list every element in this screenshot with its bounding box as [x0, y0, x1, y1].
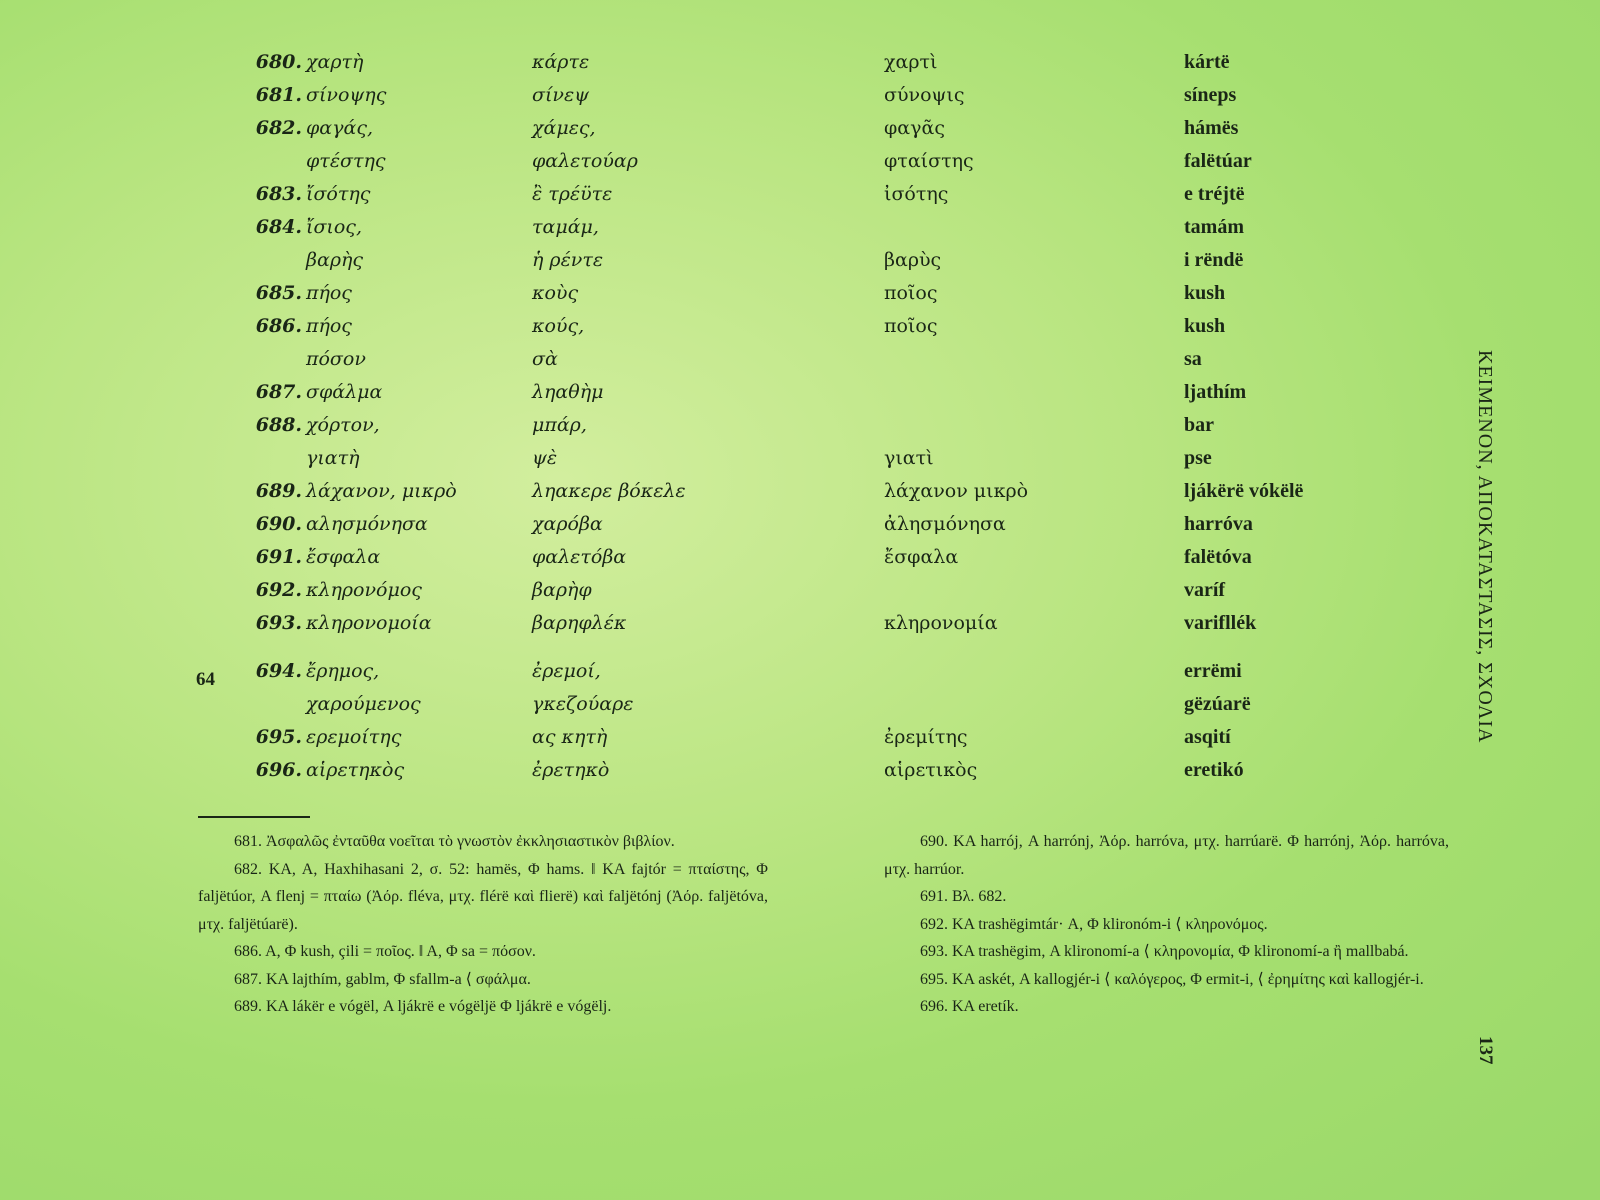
greek-word: πόσον	[306, 348, 366, 370]
modern-greek-word: φταίστης	[884, 150, 974, 172]
albanian-word: pse	[1184, 447, 1212, 469]
arvanitika-word: ἐρεμοί,	[532, 660, 601, 682]
albanian-word: e tréjtë	[1184, 183, 1245, 205]
arvanitika-word: χαρόβα	[532, 513, 603, 535]
footnote: 690. ΚΑ harrój, Α harrónj, Ἀόρ. harróva, μτχ. harrúarë. Φ harrónj, Ἀόρ. harróva, μτχ. harrúor.	[884, 833, 1449, 878]
greek-word: φτέστης	[306, 150, 386, 172]
footnote-rule	[198, 816, 310, 818]
albanian-word: gëzúarë	[1184, 693, 1251, 715]
modern-greek-word: ἀλησμόνησα	[884, 513, 1006, 535]
footnote: 691. Βλ. 682.	[920, 888, 1007, 905]
greek-word: χόρτον,	[306, 414, 380, 436]
arvanitika-word: κούς,	[532, 315, 585, 337]
greek-word: βαρὴς	[306, 249, 364, 271]
arvanitika-word: ψὲ	[532, 447, 558, 469]
glossary-row	[0, 245, 1600, 275]
footnotes-left	[198, 828, 768, 1021]
entry-number: 683.	[255, 183, 302, 205]
arvanitika-word: γκεζούαρε	[532, 693, 634, 715]
arvanitika-word: κοὺς	[532, 282, 579, 304]
modern-greek-word: γιατὶ	[884, 447, 934, 469]
modern-greek-word: λάχανον μικρὸ	[884, 480, 1029, 502]
glossary-row	[0, 311, 1600, 341]
albanian-word: kártë	[1184, 51, 1230, 73]
glossary-row	[0, 542, 1600, 572]
albanian-word: harróva	[1184, 513, 1253, 535]
entry-number: 692.	[255, 579, 302, 601]
entry-number: 681.	[255, 84, 302, 106]
albanian-word: sa	[1184, 348, 1202, 370]
entry-number: 685.	[255, 282, 302, 304]
glossary-row	[0, 113, 1600, 143]
modern-greek-word: αἱρετικὸς	[884, 759, 978, 781]
modern-greek-word: ἐρεμίτης	[884, 726, 968, 748]
glossary-row	[0, 212, 1600, 242]
albanian-word: bar	[1184, 414, 1214, 436]
greek-word: κληρονόμος	[306, 579, 422, 601]
footnote: 695. ΚΑ askét, Α kallogjér-i ⟨ καλόγερος, Φ ermit-i, ⟨ ἐρημίτης καὶ kallogjér-i.	[920, 970, 1424, 988]
greek-word: χαρούμενος	[306, 693, 421, 715]
albanian-word: ljákërë vókëlë	[1184, 480, 1304, 502]
greek-word: λάχανον, μικρὸ	[306, 480, 457, 502]
greek-word: πήος	[306, 315, 352, 337]
footnotes-right	[884, 828, 1449, 1021]
arvanitika-word: ἐρετηκὸ	[532, 759, 610, 781]
arvanitika-word: φαλετόβα	[532, 546, 627, 568]
glossary-row	[0, 443, 1600, 473]
greek-word: φαγάς,	[306, 117, 374, 139]
entry-number: 680.	[255, 51, 302, 73]
greek-word: ερεμοίτης	[306, 726, 402, 748]
greek-word: ἔσφαλα	[306, 546, 381, 568]
albanian-word: eretikó	[1184, 759, 1244, 781]
albanian-word: errëmi	[1184, 660, 1242, 682]
glossary-row	[0, 722, 1600, 752]
entry-number: 696.	[255, 759, 302, 781]
glossary-row	[0, 410, 1600, 440]
glossary-row	[0, 575, 1600, 605]
entry-number: 684.	[255, 216, 302, 238]
albanian-word: síneps	[1184, 84, 1237, 106]
albanian-word: hámës	[1184, 117, 1239, 139]
modern-greek-word: σύνοψις	[884, 84, 965, 106]
modern-greek-word: κληρονομία	[884, 612, 998, 634]
footnote: 689. ΚΑ lákër e vógël, Α ljákrë e vógëljë Φ ljákrë e vógëlj.	[234, 998, 612, 1015]
glossary-row	[0, 278, 1600, 308]
entry-number: 694.	[255, 660, 302, 682]
footnote: 682. ΚΑ, Α, Haxhihasani 2, σ. 52: hamës, Φ hams. ‖ ΚΑ fajtór = πταίστης, Φ faljëtúor, Α flenj = πταίω (Ἀόρ. fléva, μτχ. flérë καὶ flierë) καὶ faljëtónj (Ἀόρ. faljëtóva, μτχ. faljëtúarë).	[198, 860, 768, 933]
albanian-word: kush	[1184, 315, 1226, 337]
arvanitika-word: βαρηφλέκ	[532, 612, 627, 634]
greek-word: ἔρημος,	[306, 660, 380, 682]
arvanitika-word: ἒ τρέϋτε	[532, 183, 613, 205]
arvanitika-word: βαρὴφ	[532, 579, 592, 601]
modern-greek-word: ποῖος	[884, 315, 938, 337]
greek-word: σφάλμα	[306, 381, 383, 403]
running-head: ΚΕΙΜΕΝΟΝ, ΑΠΟΚΑΤΑΣΤΑΣΙΣ, ΣΧΟΛΙΑ	[1474, 350, 1496, 744]
entry-number: 686.	[255, 315, 302, 337]
entry-number: 688.	[255, 414, 302, 436]
albanian-word: varifllék	[1184, 612, 1257, 634]
arvanitika-word: ἡ ρέντε	[532, 249, 604, 271]
greek-word: σίνοψης	[306, 84, 387, 106]
arvanitika-word: ταμάμ,	[532, 216, 599, 238]
glossary-row	[0, 344, 1600, 374]
albanian-word: varíf	[1184, 579, 1226, 601]
arvanitika-word: φαλετούαρ	[532, 150, 638, 172]
greek-word: ἴσότης	[306, 183, 371, 205]
greek-word: κληρονομοία	[306, 612, 432, 634]
albanian-word: i rëndë	[1184, 249, 1244, 271]
albanian-word: tamám	[1184, 216, 1244, 238]
entry-number: 695.	[255, 726, 302, 748]
glossary-row	[0, 656, 1600, 686]
modern-greek-word: χαρτὶ	[884, 51, 938, 73]
glossary-row	[0, 476, 1600, 506]
glossary-row	[0, 689, 1600, 719]
arvanitika-word: σὰ	[532, 348, 558, 370]
entry-number: 682.	[255, 117, 302, 139]
greek-word: αλησμόνησα	[306, 513, 428, 535]
greek-word: ἴσιος,	[306, 216, 362, 238]
albanian-word: kush	[1184, 282, 1226, 304]
glossary-row	[0, 509, 1600, 539]
footnote: 686. Α, Φ kush, çili = ποῖος. ‖ Α, Φ sa = πόσον.	[234, 943, 536, 960]
arvanitika-word: μπάρ,	[532, 414, 587, 436]
footnote: 681. Ἀσφαλῶς ἐνταῦθα νοεῖται τὸ γνωστὸν ἐκκλησιαστικὸν βιβλίον.	[234, 833, 675, 850]
arvanitika-word: κάρτε	[532, 51, 590, 73]
glossary-row	[0, 47, 1600, 77]
footnote: 692. ΚΑ trashëgimtár· Α, Φ klironóm-i ⟨ κληρονόμος.	[920, 915, 1268, 933]
page-number: 137	[1475, 1036, 1496, 1065]
footnote: 687. ΚΑ lajthím, gablm, Φ sfallm-a ⟨ σφάλμα.	[234, 970, 531, 988]
modern-greek-word: ποῖος	[884, 282, 938, 304]
arvanitika-word: ας κητὴ	[532, 726, 608, 748]
modern-greek-word: βαρὺς	[884, 249, 942, 271]
albanian-word: asqití	[1184, 726, 1231, 748]
arvanitika-word: ληαθὴμ	[532, 381, 604, 403]
greek-word: χαρτὴ	[306, 51, 364, 73]
greek-word: αἱρετηκὸς	[306, 759, 405, 781]
glossary-row	[0, 179, 1600, 209]
albanian-word: ljathím	[1184, 381, 1247, 403]
entry-number: 693.	[255, 612, 302, 634]
modern-greek-word: φαγᾶς	[884, 117, 945, 139]
entry-number: 687.	[255, 381, 302, 403]
entry-number: 690.	[255, 513, 302, 535]
glossary-row	[0, 377, 1600, 407]
glossary-row	[0, 146, 1600, 176]
footnote: 696. ΚΑ eretík.	[920, 998, 1019, 1015]
arvanitika-word: χάμες,	[532, 117, 596, 139]
arvanitika-word: σίνεψ	[532, 84, 590, 106]
glossary-row	[0, 608, 1600, 638]
modern-greek-word: ἰσότης	[884, 183, 949, 205]
arvanitika-word: ληακερε βόκελε	[532, 480, 686, 502]
albanian-word: falëtóva	[1184, 546, 1252, 568]
entry-number: 691.	[255, 546, 302, 568]
modern-greek-word: ἔσφαλα	[884, 546, 959, 568]
glossary-row	[0, 755, 1600, 785]
glossary-row	[0, 80, 1600, 110]
albanian-word: falëtúar	[1184, 150, 1252, 172]
greek-word: γιατὴ	[306, 447, 360, 469]
entry-number: 689.	[255, 480, 302, 502]
footnote: 693. ΚΑ trashëgim, Α klironomí-a ⟨ κληρονομία, Φ klironomí-a ἢ mallbabá.	[920, 943, 1409, 960]
margin-number: 64	[196, 669, 215, 690]
greek-word: πήος	[306, 282, 352, 304]
